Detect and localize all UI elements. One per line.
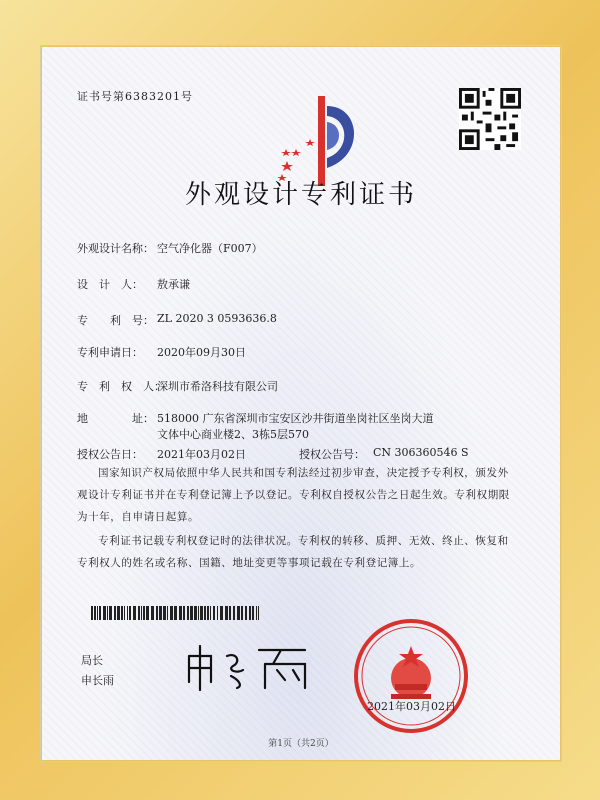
field-label: 专 利 号：	[77, 314, 154, 327]
field-value-line2: 文体中心商业楼2、3栋5层570	[157, 428, 309, 441]
seal-date: 2021年03月02日	[367, 700, 456, 713]
field-application-date	[41, 344, 561, 360]
field-label: 专利申请日：	[77, 346, 143, 359]
barcode-icon	[91, 606, 261, 620]
signature-icon	[181, 642, 321, 692]
field-value: 2021年03月02日	[157, 448, 246, 461]
field-value: 深圳市希洛科技有限公司	[157, 380, 278, 393]
field-label: 专 利 权 人：	[77, 380, 165, 393]
field-label: 设 计 人：	[77, 278, 143, 291]
field-label: 外观设计名称：	[77, 242, 154, 255]
field-value: 空气净化器（F007）	[157, 242, 263, 255]
field-value: 518000 广东省深圳市宝安区沙井街道坐岗社区坐岗大道	[157, 412, 434, 425]
certificate-number: 证书号第6383201号	[77, 90, 193, 103]
signer-name: 申长雨	[81, 674, 114, 687]
page-number: 第1页（共2页）	[268, 739, 334, 749]
field-designer	[41, 276, 561, 292]
certificate-title: 外观设计专利证书	[184, 180, 417, 210]
legal-paragraph-1: 国家知识产权局依照中华人民共和国专利法经过初步审查，决定授予专利权，颁发外观设计专利证书并在专利登记簿上予以登记。专利权自授权公告之日起生效。专利权期限为十年，自申请日起算。	[77, 467, 510, 523]
field-label: 地 址：	[77, 412, 154, 425]
field-label-publication-number: 授权公告号：	[299, 448, 365, 461]
field-label: 授权公告日：	[77, 448, 143, 461]
official-seal-icon	[351, 616, 471, 736]
field-value-publication-number: CN 306360546 S	[373, 446, 469, 459]
certificate-sheet	[40, 45, 562, 762]
field-design-name	[41, 240, 561, 256]
legal-paragraph-2: 专利证书记载专利权登记时的法律状况。专利权的转移、质押、无效、终止、恢复和专利权人的姓名或名称、国籍、地址变更等事项记载在专利登记簿上。	[77, 535, 509, 569]
signer-title: 局长	[81, 654, 103, 667]
field-address	[41, 410, 561, 446]
field-value: 敖承谦	[157, 278, 190, 291]
field-publication	[41, 446, 561, 462]
qr-code-icon	[459, 88, 521, 150]
field-patentee	[41, 378, 561, 394]
field-value: ZL 2020 3 0593636.8	[157, 312, 277, 325]
field-value: 2020年09月30日	[157, 346, 246, 359]
field-patent-number	[41, 312, 561, 328]
